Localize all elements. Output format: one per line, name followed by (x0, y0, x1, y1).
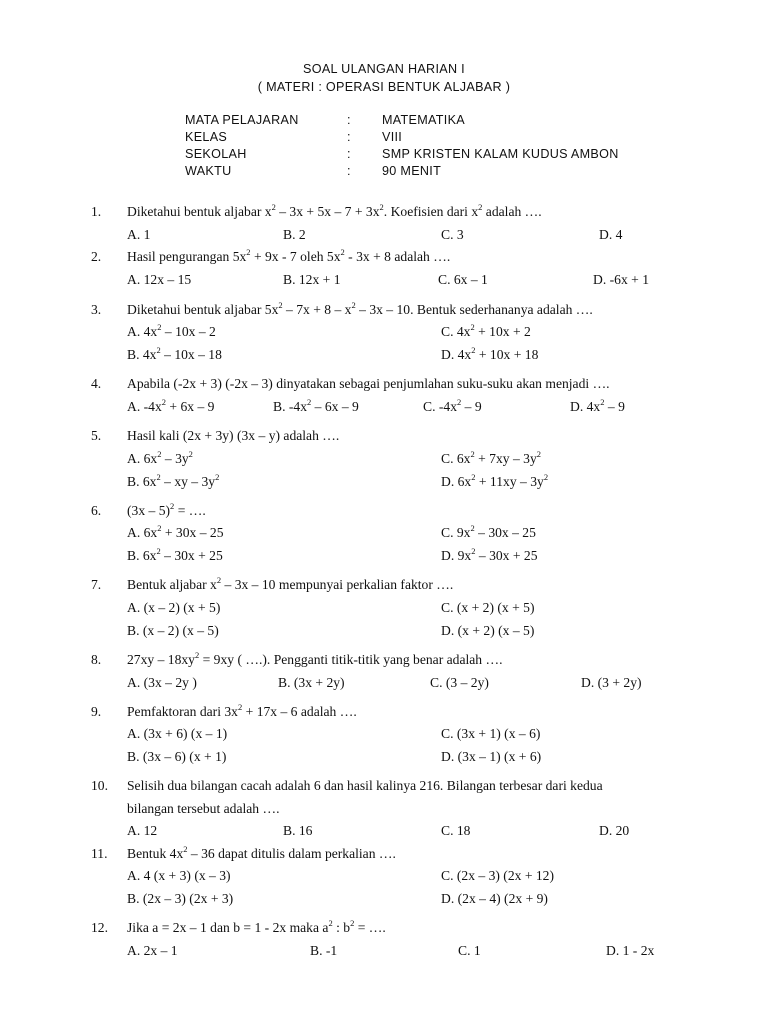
option-a[interactable]: A. $6x^2 - 3y^2$ (127, 449, 193, 466)
option-b[interactable]: B. $-4x^2 - 6x - 9$ (273, 397, 359, 414)
option-b[interactable]: B. $4x^2 - 10x - 18$ (127, 345, 222, 362)
option-c[interactable]: C. (x + 2) (x + 5) (441, 600, 535, 615)
question-number: 9. (91, 704, 102, 719)
info-value: VIII (382, 130, 403, 144)
question-text: Jika a = 2x – 1 dan b = 1 - 2x maka $a^2$ : $b^2$ = …. (127, 918, 386, 935)
question-text: (3x – 5)$^2$ = …. (127, 501, 206, 518)
question-number: 2. (91, 249, 102, 264)
question-number: 5. (91, 428, 102, 443)
option-c[interactable]: C. $-4x^2 - 9$ (423, 397, 482, 414)
question-number: 8. (91, 652, 102, 667)
question-text: $27xy - 18xy^2 = 9xy$ ( ….). Pengganti titik-titik yang benar adalah …. (127, 650, 503, 667)
question-text: Apabila (-2x + 3) (-2x – 3) dinyatakan sebagai penjumlahan suku-suku akan menjadi …. (127, 376, 610, 391)
option-c[interactable]: C. $6x^2 + 7xy - 3y^2$ (441, 449, 542, 466)
option-b[interactable]: B. (3x – 6) (x + 1) (127, 749, 227, 764)
question-text: Diketahui bentuk aljabar $x^2 - 3x + 5x - 7 + 3x^2$. Koefisien dari $x^2$ adalah …. (127, 202, 542, 219)
question-text: Hasil pengurangan $5x^2 + 9x - 7$ oleh $5x^2 - 3x + 8$ adalah …. (127, 247, 451, 264)
option-c[interactable]: C. (3 – 2y) (430, 675, 489, 690)
option-c[interactable]: C. (2x – 3) (2x + 12) (441, 868, 555, 883)
option-d[interactable]: D. (2x – 4) (2x + 9) (441, 891, 548, 906)
question-number: 10. (91, 778, 108, 793)
option-b[interactable]: B. (3x + 2y) (278, 675, 345, 690)
option-d[interactable]: D. $4x^2 + 10x + 18$ (441, 345, 539, 362)
option-d[interactable]: D. $4x^2 - 9$ (570, 397, 625, 414)
option-b[interactable]: B. 2 (283, 227, 306, 242)
option-b[interactable]: B. (x – 2) (x – 5) (127, 623, 219, 638)
question-text: Hasil kali (2x + 3y) (3x – y) adalah …. (127, 428, 340, 443)
option-a[interactable]: A. (x – 2) (x + 5) (127, 600, 221, 615)
question-number: 6. (91, 503, 102, 518)
option-b[interactable]: B. $6x^2$ – xy – $3y^2$ (127, 472, 220, 489)
option-a[interactable]: A. $6x^2 + 30x - 25$ (127, 523, 224, 540)
option-d[interactable]: D. $9x^2 - 30x + 25$ (441, 546, 538, 563)
info-value: 90 MENIT (382, 164, 442, 178)
info-colon: : (347, 164, 351, 178)
info-label: KELAS (185, 130, 228, 144)
option-a[interactable]: A. $4x^2 - 10x - 2$ (127, 322, 216, 339)
option-d[interactable]: D. 1 - 2x (606, 943, 655, 958)
question-number: 1. (91, 204, 102, 219)
option-c[interactable]: C. 6x – 1 (438, 272, 488, 287)
option-d[interactable]: D. (x + 2) (x – 5) (441, 623, 535, 638)
option-d[interactable]: D. (3 + 2y) (581, 675, 642, 690)
question-text: Bentuk aljabar $x^2 - 3x - 10$ mempunyai perkalian faktor …. (127, 575, 454, 592)
page-subtitle: ( MATERI : OPERASI BENTUK ALJABAR ) (257, 80, 511, 94)
option-b[interactable]: B. -1 (310, 943, 338, 958)
option-a[interactable]: A. 4 (x + 3) (x – 3) (127, 868, 231, 883)
option-b[interactable]: B. 12x + 1 (283, 272, 341, 287)
option-a[interactable]: A. 2x – 1 (127, 943, 178, 958)
info-colon: : (347, 113, 351, 127)
info-colon: : (347, 130, 351, 144)
option-c[interactable]: C. (3x + 1) (x – 6) (441, 726, 541, 741)
option-c[interactable]: C. 1 (458, 943, 481, 958)
page-title: SOAL ULANGAN HARIAN I (303, 62, 465, 76)
option-c[interactable]: C. 3 (441, 227, 464, 242)
option-d[interactable]: D. -6x + 1 (593, 272, 649, 287)
option-d[interactable]: D. $6x^2 + 11xy - 3y^2$ (441, 472, 549, 489)
option-a[interactable]: A. $-4x^2 + 6x - 9$ (127, 397, 215, 414)
option-a[interactable]: A. 12 (127, 823, 158, 838)
option-b[interactable]: B. (2x – 3) (2x + 3) (127, 891, 234, 906)
question-number: 3. (91, 302, 102, 317)
option-a[interactable]: A. (3x – 2y ) (127, 675, 197, 690)
option-c[interactable]: C. $9x^2 - 30x - 25$ (441, 523, 536, 540)
question-text-continued: bilangan tersebut adalah …. (127, 801, 280, 816)
info-colon: : (347, 147, 351, 161)
question-number: 11. (91, 846, 108, 861)
option-d[interactable]: D. 20 (599, 823, 630, 838)
option-b[interactable]: B. $6x^2 - 30x + 25$ (127, 546, 223, 563)
info-value: SMP KRISTEN KALAM KUDUS AMBON (382, 147, 619, 161)
option-a[interactable]: A. 1 (127, 227, 151, 242)
question-text: Diketahui bentuk aljabar $5x^2 - 7x + 8 - x^2 - 3x - 10$. Bentuk sederhananya adalah …. (127, 300, 593, 317)
question-text: Pemfaktoran dari $3x^2 + 17x - 6$ adalah …. (127, 702, 357, 719)
question-text: Bentuk $4x^2 - 36$ dapat ditulis dalam perkalian …. (127, 844, 396, 861)
question-number: 7. (91, 577, 102, 592)
option-a[interactable]: A. 12x – 15 (127, 272, 192, 287)
question-number: 4. (91, 376, 102, 391)
option-c[interactable]: C. 18 (441, 823, 471, 838)
question-number: 12. (91, 920, 108, 935)
option-b[interactable]: B. 16 (283, 823, 313, 838)
option-d[interactable]: D. 4 (599, 227, 623, 242)
option-c[interactable]: C. $4x^2 + 10x + 2$ (441, 322, 531, 339)
option-a[interactable]: A. (3x + 6) (x – 1) (127, 726, 228, 741)
info-label: WAKTU (185, 164, 232, 178)
info-label: SEKOLAH (185, 147, 247, 161)
option-d[interactable]: D. (3x – 1) (x + 6) (441, 749, 542, 764)
info-label: MATA PELAJARAN (185, 113, 299, 127)
info-value: MATEMATIKA (382, 113, 465, 127)
question-text: Selisih dua bilangan cacah adalah 6 dan hasil kalinya 216. Bilangan terbesar dari kedua (127, 778, 603, 793)
